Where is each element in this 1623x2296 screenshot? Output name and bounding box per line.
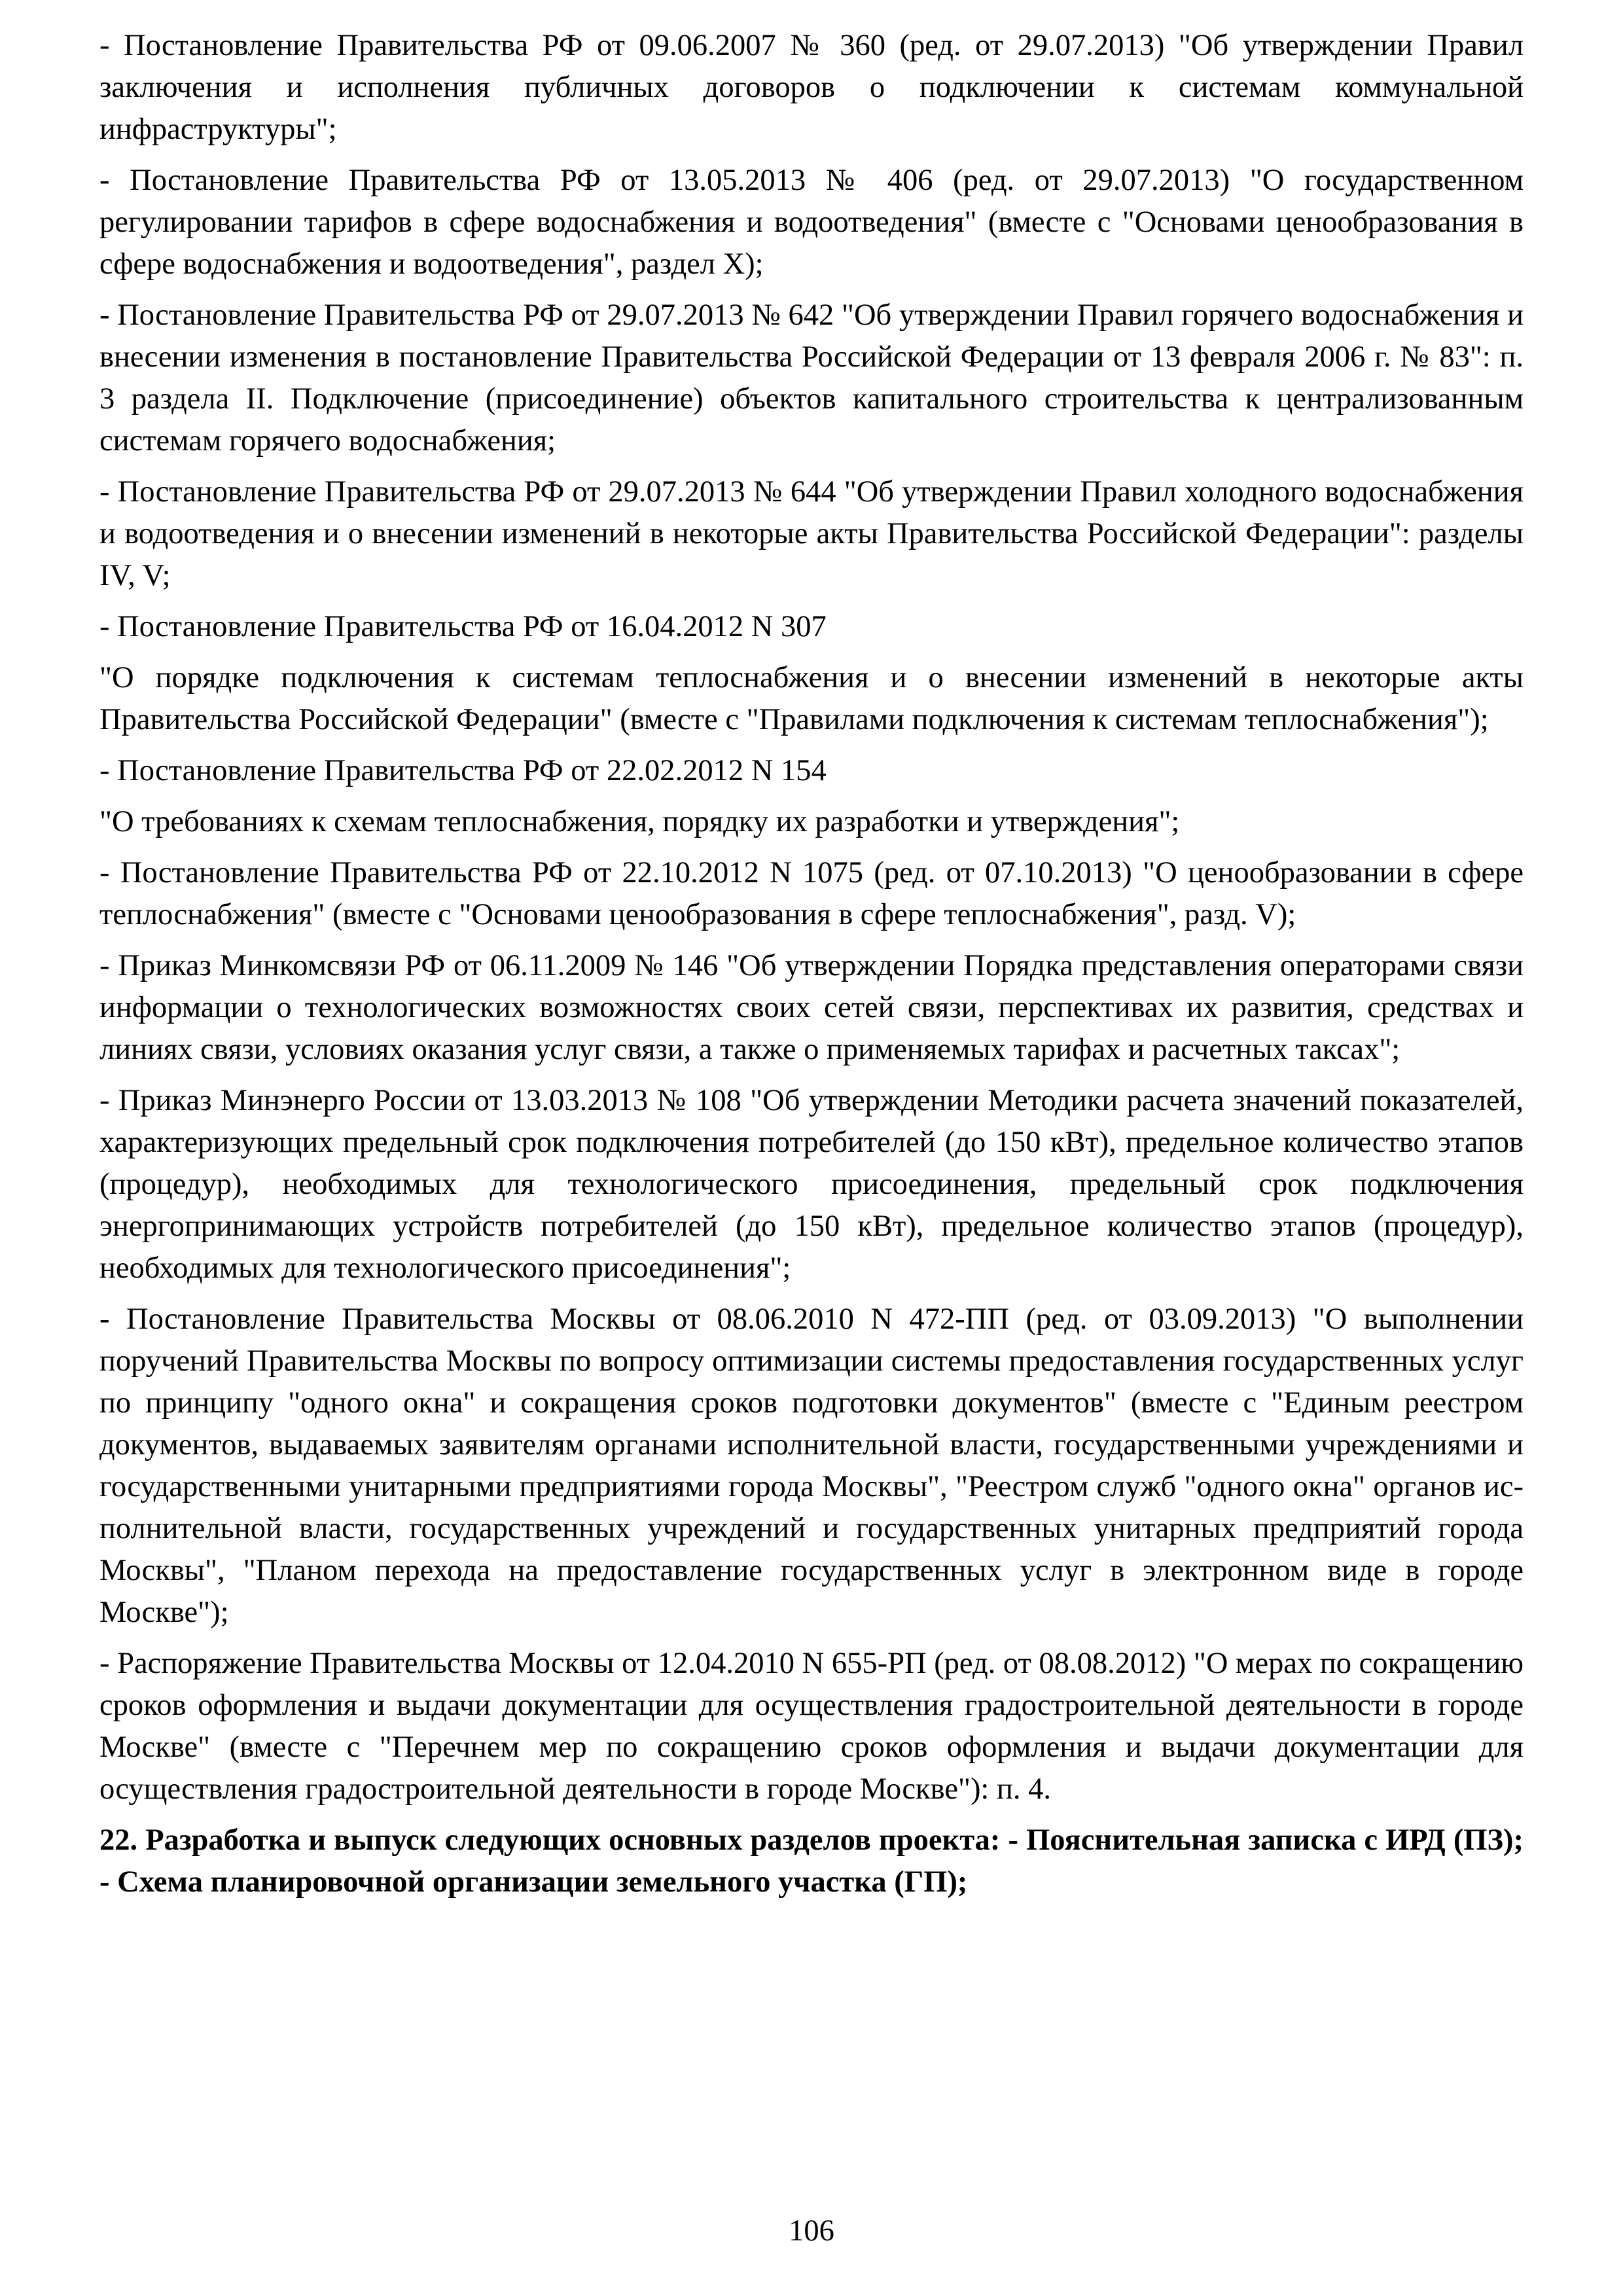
document-paragraph: - Постановление Правительства РФ от 29.07.2013 № 642 "Об утверждении Правил горячего водоснабжения и внесении изменения в постановление Правительства Российской Федерации от 13 февраля 2006 г. № 83": п. 3 раздела II. Подключение (присоединение) объектов капитального строительства к централизованным системам горячего водоснабжения; xyxy=(99,298,1524,457)
document-paragraph: - Постановление Правительства РФ от 13.05.2013 № 406 (ред. от 29.07.2013) "О государственном регулировании тарифов в сфере водоснабжения и водоотведения" (вместе с "Основами ценообразования в сфере водоснабжения и водоотведения", раздел X); xyxy=(99,164,1524,281)
page-number: 106 xyxy=(789,2214,834,2248)
document-paragraph: - Постановление Правительства РФ от 16.04.2012 N 307 xyxy=(99,610,827,643)
document-paragraph: - Постановление Правительства РФ от 22.10.2012 N 1075 (ред. от 07.10.2013) "О ценообразовании в сфере теплоснабжения" (вместе с "Основами ценообразования в сфере теплоснабжения", разд. V); xyxy=(99,856,1524,931)
document-page xyxy=(99,25,1524,1903)
section-heading: 22. Разработка и выпуск следующих основных разделов проекта: - Пояснительная записка с ИРД (ПЗ); - Схема планировочной организации земельного участка (ГП); xyxy=(99,1823,1524,1899)
document-paragraph: - Распоряжение Правительства Москвы от 12.04.2010 N 655-РП (ред. от 08.08.2012) "О мерах по сокращению сроков оформления и выдачи документации для осуществления градостроительной деятельности в городе Москве" (вместе с "Перечнем мер по сокращению сроков оформления и выдачи документации для осуществления градостроительной деятельности в городе Москве"): п. 4. xyxy=(99,1647,1524,1806)
document-paragraph: - Постановление Правительства РФ от 29.07.2013 № 644 "Об утверждении Правил холодного водоснабжения и водоотведения и о внесении изменений в некоторые акты Правительства Российской Федерации": разделы IV, V; xyxy=(99,475,1524,592)
document-paragraph: - Постановление Правительства Москвы от 08.06.2010 N 472-ПП (ред. от 03.09.2013) "О выполнении поручений Правительства Москвы по вопросу оптимизации системы предоставления государственных услуг по принципу "одного окна" и сокращения сроков подготовки документов" (вместе с "Единым реестром документов, выдаваемых заявителям органами исполнительной власти, государственными учреждениями и государственными унитарными предприятиями города Москвы", "Реестром служб "одного окна" органов исполнительной власти, государственных учреждений и государственных унитарных предприятий города Москвы", "Планом перехода на предоставление государственных услуг в электронном виде в городе Москве"); xyxy=(99,1302,1524,1629)
document-paragraph: "О порядке подключения к системам теплоснабжения и о внесении изменений в некоторые акты Правительства Российской Федерации" (вместе с "Правилами подключения к системам теплоснабжения"); xyxy=(99,661,1524,736)
document-paragraph: - Приказ Минэнерго России от 13.03.2013 № 108 "Об утверждении Методики расчета значений показателей, характеризующих предельный срок подключения потребителей (до 150 кВт), предельное количество этапов (процедур), необходимых для технологического присоединения, предельный срок подключения энергопринимающих устройств потребителей (до 150 кВт), предельное количество этапов (процедур), необходимых для технологического присоединения"; xyxy=(99,1084,1524,1285)
document-paragraph: - Приказ Минкомсвязи РФ от 06.11.2009 № 146 "Об утверждении Порядка представления операторами связи информации о технологических возможностях своих сетей связи, перспективах их развития, средствах и линиях связи, условиях оказания услуг связи, а также о применяемых тарифах и расчетных таксах"; xyxy=(99,949,1524,1066)
document-paragraph: - Постановление Правительства РФ от 22.02.2012 N 154 xyxy=(99,754,827,787)
document-paragraph: - Постановление Правительства РФ от 09.06.2007 № 360 (ред. от 29.07.2013) "Об утверждении Правил заключения и исполнения публичных договоров о подключении к системам коммунальной инфраструктуры"; xyxy=(99,29,1524,146)
document-paragraph: "О требованиях к схемам теплоснабжения, порядку их разработки и утверждения"; xyxy=(99,805,1180,838)
